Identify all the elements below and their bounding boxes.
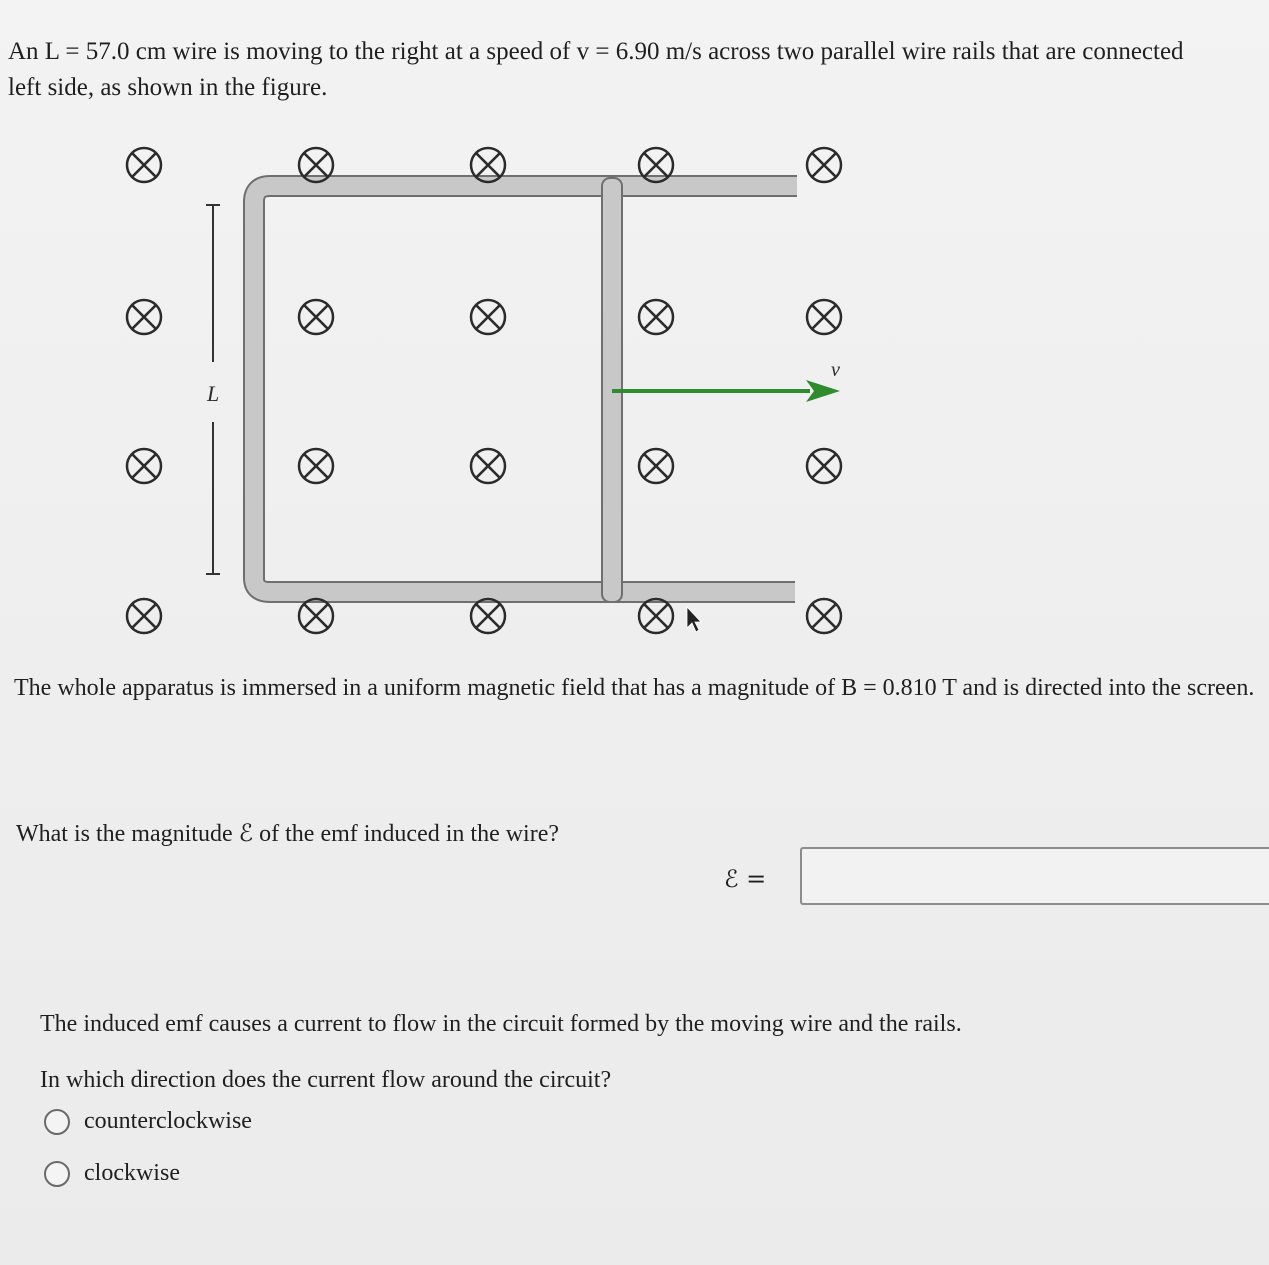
velocity-label: v xyxy=(831,359,840,381)
field-into-screen-icon xyxy=(471,300,505,334)
field-into-screen-icon xyxy=(127,148,161,182)
field-into-screen-icon xyxy=(471,599,505,633)
radio-clockwise[interactable] xyxy=(44,1161,70,1187)
field-into-screen-icon xyxy=(127,449,161,483)
figure-svg xyxy=(100,130,880,650)
field-into-screen-icon xyxy=(299,300,333,334)
field-into-screen-icon xyxy=(807,599,841,633)
option-counterclockwise[interactable] xyxy=(44,1108,252,1135)
field-into-screen-icon xyxy=(639,300,673,334)
length-label: L xyxy=(207,381,220,406)
intro-line-2: left side, as shown in the figure. xyxy=(8,74,328,101)
field-into-screen-icon xyxy=(807,449,841,483)
length-dimension xyxy=(206,205,220,574)
radio-counterclockwise[interactable] xyxy=(44,1109,70,1135)
field-statement: The whole apparatus is immersed in a uniform magnetic field that has a magnitude of B = 0.810 T and is directed into the screen. xyxy=(14,675,1255,701)
current-statement: The induced emf causes a current to flow in the circuit formed by the moving wire and the rails. xyxy=(40,1011,962,1037)
emf-answer-label: ℰ = xyxy=(724,865,767,893)
rail-circuit-figure xyxy=(100,130,880,650)
field-into-screen-icon xyxy=(639,599,673,633)
field-into-screen-icon xyxy=(127,599,161,633)
field-into-screen-icon xyxy=(471,449,505,483)
question-emf: What is the magnitude ℰ of the emf induced in the wire? xyxy=(16,821,560,847)
question-direction: In which direction does the current flow around the circuit? xyxy=(40,1067,612,1093)
velocity-arrow xyxy=(612,359,840,402)
field-into-screen-icon xyxy=(299,449,333,483)
emf-answer-row xyxy=(724,847,1269,907)
mouse-cursor-icon xyxy=(687,607,701,632)
intro-line-1: An L = 57.0 cm wire is moving to the right at a speed of v = 6.90 m/s across two parallel wire rails that are connected xyxy=(8,38,1184,65)
option-clockwise[interactable] xyxy=(44,1160,180,1187)
emf-answer-input[interactable] xyxy=(800,847,1269,905)
field-into-screen-icon xyxy=(299,599,333,633)
option-counterclockwise-label: counterclockwise xyxy=(84,1108,252,1134)
problem-intro xyxy=(8,34,1263,106)
option-clockwise-label: clockwise xyxy=(84,1160,180,1186)
field-into-screen-icon xyxy=(807,300,841,334)
field-into-screen-icon xyxy=(639,449,673,483)
field-into-screen-icon xyxy=(127,300,161,334)
field-into-screen-icon xyxy=(807,148,841,182)
